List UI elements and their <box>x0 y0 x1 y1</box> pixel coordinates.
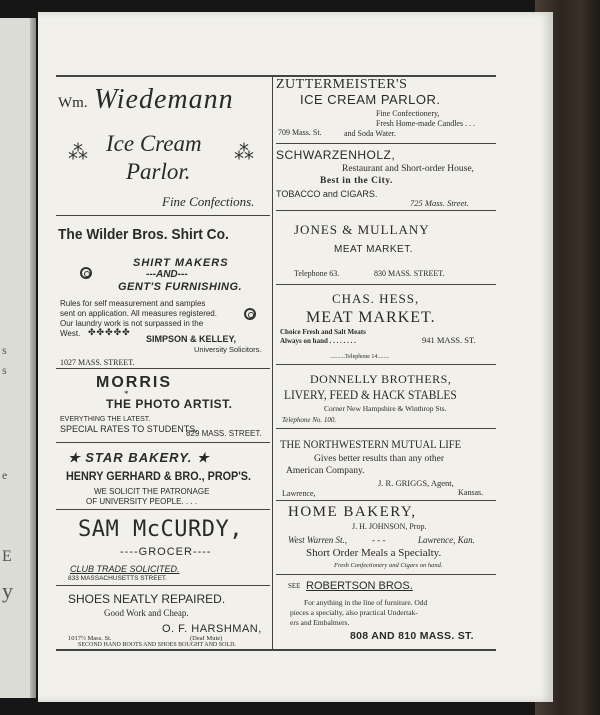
left-page-gutter <box>30 18 36 698</box>
star-l2: OF UNIVERSITY PEOPLE. . . . <box>86 497 197 506</box>
wilder-title: The Wilder Bros. Shirt Co. <box>58 226 229 243</box>
left-page-letter: E <box>2 548 12 565</box>
star-prop: HENRY GERHARD & BRO., PROP'S. <box>66 469 251 483</box>
zutter-name: ZUTTERMEISTER'S <box>276 77 408 92</box>
divider <box>56 585 270 586</box>
morris-sub: THE PHOTO ARTIST. <box>106 397 233 411</box>
morris-l1: EVERYTHING THE LATEST. <box>60 416 151 423</box>
wilder-rules1: Rules for self measurement and samples <box>60 299 206 308</box>
robertson-l2: pieces a specialty, also practical Undertak- <box>290 608 418 617</box>
donnelly-title: LIVERY, FEED & HACK STABLES <box>284 387 457 402</box>
wilder-l2: ---AND--- <box>146 269 188 280</box>
divider <box>56 368 270 369</box>
zutter-addr: 709 Mass. St. <box>278 128 322 137</box>
robertson-addr: 808 AND 810 MASS. ST. <box>350 630 474 642</box>
wilder-rules4: West. <box>60 329 81 338</box>
advertisement-page <box>38 12 553 702</box>
wilder-rules2: sent on application. All measures registered. <box>60 309 217 318</box>
divider <box>276 210 496 211</box>
mccurdy-name: SAM McCURDY, <box>78 517 243 542</box>
spiral-icon <box>80 267 92 279</box>
wilder-solicitors-sub: University Solicitors. <box>194 345 262 354</box>
schwarz-l2: Best in the City. <box>320 176 393 186</box>
hess-tel: ..........Telephone 14........ <box>330 354 390 360</box>
mccurdy-addr: 833 MASSACHUSETTS STREET. <box>68 575 167 582</box>
harshman-title: SHOES NEATLY REPAIRED. <box>68 592 226 606</box>
home-city: Lawrence, Kan. <box>418 535 475 545</box>
spiral-icon <box>244 308 256 320</box>
left-page-edge <box>0 18 36 698</box>
morris-addr: 829 MASS. STREET. <box>186 429 262 438</box>
wilder-l3: GENT'S FURNISHING. <box>118 281 243 293</box>
zutter-l3: and Soda Water. <box>344 129 396 138</box>
donnelly-name: DONNELLY BROTHERS, <box>310 372 452 386</box>
wilder-l1: SHIRT MAKERS <box>133 257 229 269</box>
morris-star: * <box>124 389 129 399</box>
home-prop: J. H. JOHNSON, Prop. <box>352 522 427 531</box>
jones-tel: Telephone 63. <box>294 269 340 278</box>
harshman-addr: 1017½ Mass. St. <box>68 635 112 642</box>
ornament-icon: ⁂ <box>68 142 88 164</box>
wilder-solicitors: SIMPSON & KELLEY, <box>146 334 237 344</box>
star-l1: WE SOLICIT THE PATRONAGE <box>94 487 210 496</box>
zutter-l1: Fine Confectionery, <box>376 109 440 118</box>
zutter-l2: Fresh Home-made Candles . . . <box>376 119 476 128</box>
schwarz-l1: Restaurant and Short-order House, <box>342 164 474 174</box>
schwarz-name: SCHWARZENHOLZ, <box>276 148 396 162</box>
robertson-l3: ers and Embalmers. <box>290 618 350 627</box>
morris-title: MORRIS <box>96 374 172 391</box>
left-page-letter: s <box>2 343 7 357</box>
wiedemann-prefix: Wm. <box>58 95 88 111</box>
star-title: ★ STAR BAKERY. ★ <box>68 450 210 465</box>
wiedemann-name: Wiedemann <box>94 84 234 115</box>
home-l2: Fresh Confectionery and Cigars on hand. <box>334 562 443 569</box>
zutter-title: ICE CREAM PARLOR. <box>300 92 441 107</box>
nw-title: THE NORTHWESTERN MUTUAL LIFE <box>280 437 462 451</box>
wiedemann-line1: Ice Cream <box>106 131 202 156</box>
robertson-l1: For anything in the line of furniture. Odd <box>304 598 428 607</box>
robertson-see: SEE <box>288 582 301 590</box>
nw-l1: Gives better results than any other <box>314 454 445 464</box>
nw-state: Kansas. <box>458 488 484 497</box>
mccurdy-trade: ----GROCER---- <box>120 546 212 558</box>
divider <box>56 442 270 443</box>
mccurdy-sub: CLUB TRADE SOLICITED. <box>70 564 180 574</box>
divider <box>276 364 496 365</box>
divider <box>276 574 496 575</box>
wiedemann-sub: Fine Confections. <box>162 194 255 209</box>
schwarz-addr: 725 Mass. Street. <box>410 198 469 208</box>
home-l1: Short Order Meals a Specialty. <box>306 547 442 559</box>
divider <box>276 284 496 285</box>
hess-l2: Always on hand . . . . . . . . <box>280 337 356 345</box>
nw-city: Lawrence, <box>282 489 316 498</box>
nw-agent: J. R. GRIGGS, Agent, <box>378 478 454 488</box>
ornament-icon: ✤✤✤✤✤ <box>88 327 131 337</box>
wilder-rules3: Our laundry work is not surpassed in the <box>60 319 204 328</box>
jones-addr: 830 MASS. STREET. <box>374 269 445 278</box>
donnelly-sub: Corner New Hampshire & Winthrop Sts. <box>324 404 447 413</box>
divider <box>276 428 496 429</box>
morris-l2: SPECIAL RATES TO STUDENTS. <box>60 424 198 434</box>
jones-sub: MEAT MARKET. <box>334 244 413 255</box>
home-title: HOME BAKERY, <box>288 504 417 520</box>
nw-l2: American Company. <box>286 466 365 476</box>
left-page-letter: s <box>2 363 7 377</box>
divider <box>276 143 496 144</box>
donnelly-tel: Telephone No. 100. <box>282 416 337 424</box>
hess-title: MEAT MARKET. <box>306 309 436 326</box>
schwarz-l3: TOBACCO and CIGARS. <box>276 189 378 199</box>
wiedemann-line2: Parlor. <box>126 159 191 184</box>
harshman-sub: Good Work and Cheap. <box>104 608 189 618</box>
ornament-icon: ⁂ <box>234 142 254 164</box>
robertson-name: ROBERTSON BROS. <box>306 580 413 592</box>
hess-name: CHAS. HESS, <box>332 291 420 306</box>
divider <box>56 509 270 510</box>
left-page-letter: e <box>2 468 8 482</box>
divider <box>56 215 270 216</box>
jones-name: JONES & MULLANY <box>294 222 430 237</box>
divider <box>276 500 496 501</box>
column-divider <box>272 75 273 651</box>
home-street: West Warren St., <box>288 535 348 545</box>
hess-l1: Choice Fresh and Salt Meats <box>280 328 366 336</box>
harshman-bottom: SECOND HAND BOOTS AND SHOES BOUGHT AND SOLD. <box>78 642 236 648</box>
bottom-rule <box>56 649 496 651</box>
left-page-letter: y <box>2 578 13 603</box>
harshman-mute: (Deaf Mute) <box>190 635 223 642</box>
hess-addr: 941 MASS. ST. <box>422 335 476 345</box>
wilder-address: 1027 MASS. STREET. <box>60 358 135 367</box>
home-dashes: - - - <box>372 535 386 545</box>
harshman-name: O. F. HARSHMAN, <box>162 623 262 635</box>
